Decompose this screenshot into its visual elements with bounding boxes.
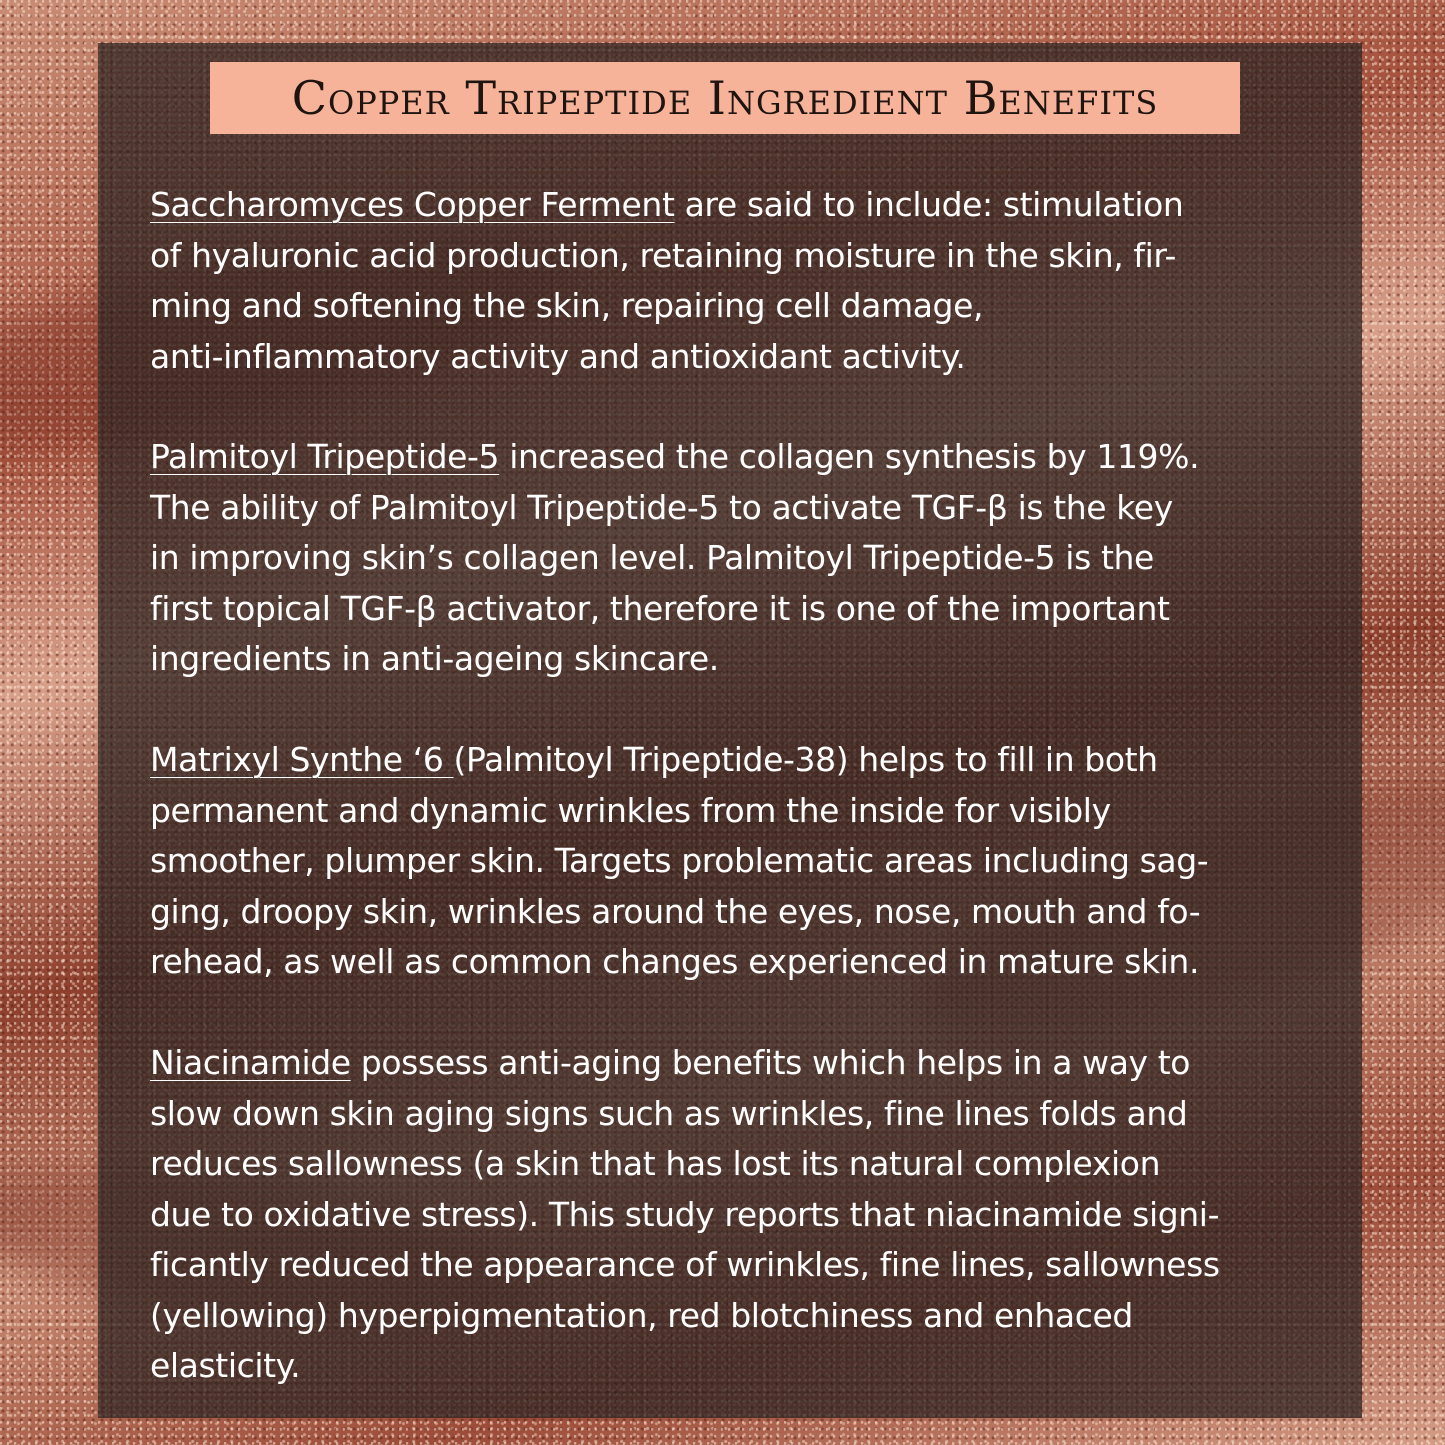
page-title: Copper Tripeptide Ingredient Benefits bbox=[291, 71, 1159, 125]
paragraph-line: reduces sallowness (a skin that has lost its natural complexion bbox=[150, 1144, 1161, 1183]
ingredient-name: Saccharomyces Copper Ferment bbox=[150, 185, 675, 224]
paragraph-line bbox=[150, 180, 1335, 231]
paragraph-line bbox=[150, 735, 1335, 786]
paragraph-text: are said to include: stimulation bbox=[674, 185, 1184, 224]
paragraph-line: due to oxidative stress). This study reports that niacinamide signi- bbox=[150, 1194, 1220, 1234]
ingredient-paragraph-niacinamide bbox=[150, 1038, 1335, 1392]
paragraph-line: ficantly reduced the appearance of wrinkles, fine lines, sallowness bbox=[150, 1245, 1220, 1284]
paragraph-line: permanent and dynamic wrinkles from the inside for visibly bbox=[150, 790, 1111, 830]
paragraph-text: increased the collagen synthesis by 119%. bbox=[499, 437, 1200, 476]
paragraph-line: (yellowing) hyperpigmentation, red blotchiness and enhaced bbox=[150, 1295, 1133, 1335]
paragraph-line: ging, droopy skin, wrinkles around the eyes, nose, mouth and fo- bbox=[150, 891, 1201, 931]
paragraph-line bbox=[150, 432, 1335, 483]
paragraph-line: The ability of Palmitoyl Tripeptide-5 to activate TGF-β is the key bbox=[150, 487, 1173, 527]
paragraph-line: rehead, as well as common changes experienced in mature skin. bbox=[150, 942, 1200, 981]
paragraph-line: smoother, plumper skin. Targets problematic areas including sag- bbox=[150, 841, 1209, 880]
paragraph-line: slow down skin aging signs such as wrinkles, fine lines folds and bbox=[150, 1093, 1188, 1133]
ingredient-name: Niacinamide bbox=[150, 1043, 351, 1082]
ingredient-paragraph-saccharomyces bbox=[150, 180, 1335, 382]
paragraph-line: elasticity. bbox=[150, 1346, 301, 1385]
paragraph-line: of hyaluronic acid production, retaining moisture in the skin, fir- bbox=[150, 235, 1176, 275]
ingredient-name: Palmitoyl Tripeptide-5 bbox=[150, 437, 500, 476]
paragraph-line: ming and softening the skin, repairing cell damage, bbox=[150, 286, 984, 325]
paragraph-text: (Palmitoyl Tripeptide-38) helps to fill in both bbox=[453, 740, 1158, 779]
title-banner bbox=[210, 62, 1240, 134]
paragraph-line: in improving skin’s collagen level. Palmitoyl Tripeptide-5 is the bbox=[150, 538, 1154, 577]
ingredient-name: Matrixyl Synthe ‘6 bbox=[150, 740, 454, 779]
paragraph-line bbox=[150, 1038, 1335, 1089]
paragraph-line: ingredients in anti-ageing skincare. bbox=[150, 639, 719, 678]
paragraph-line: first topical TGF-β activator, therefore it is one of the important bbox=[150, 588, 1170, 628]
paragraph-line: anti-inflammatory activity and antioxidant activity. bbox=[150, 336, 966, 376]
ingredient-paragraph-palmitoyl bbox=[150, 432, 1335, 685]
paragraph-text: possess anti-aging benefits which helps in a way to bbox=[350, 1043, 1191, 1082]
ingredient-paragraph-matrixyl bbox=[150, 735, 1335, 988]
